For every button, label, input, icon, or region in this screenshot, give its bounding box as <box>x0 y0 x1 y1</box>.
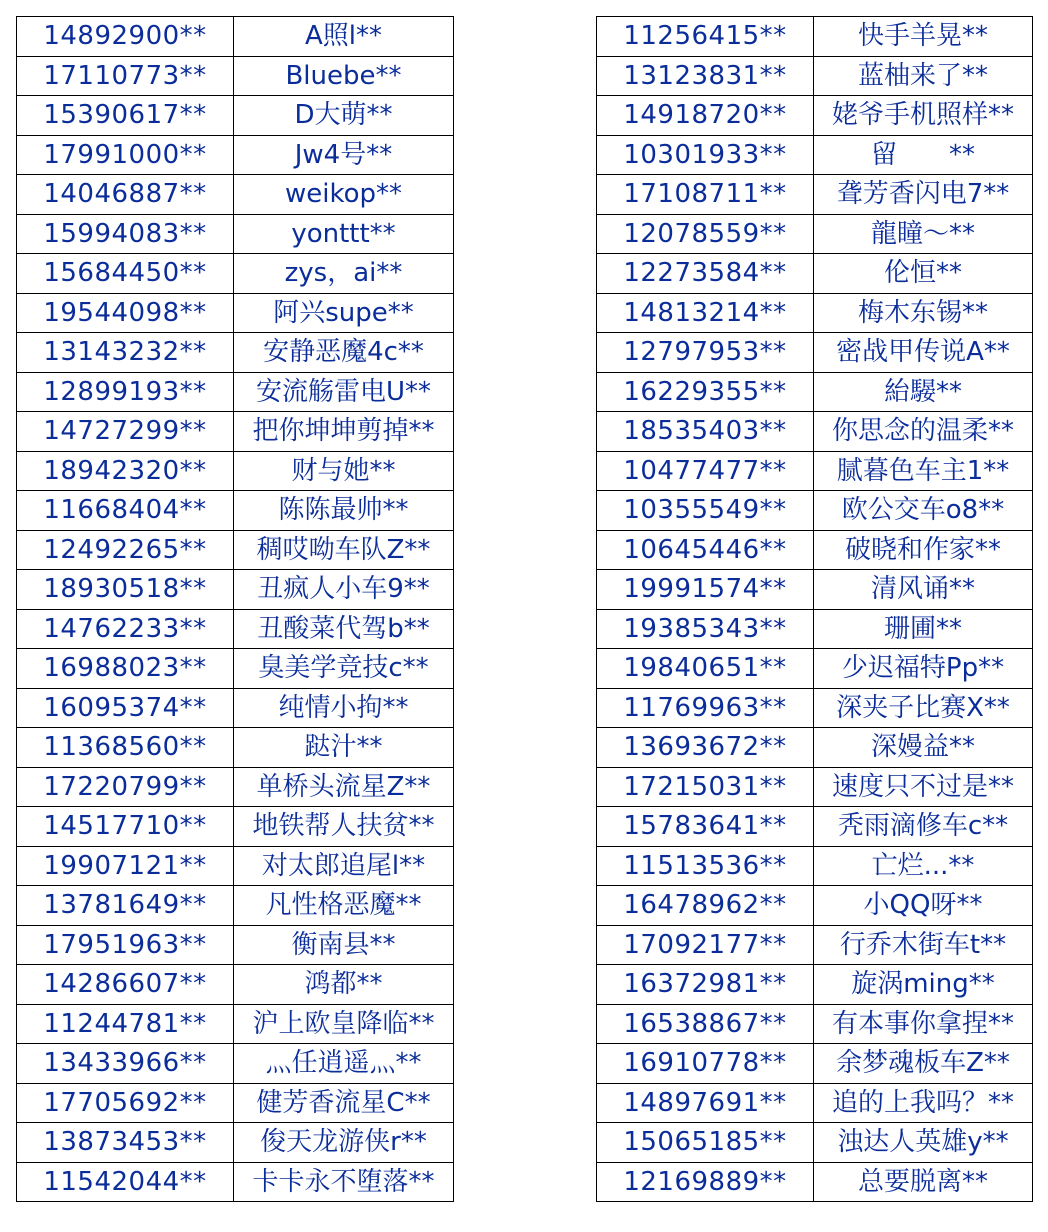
user-name-cell: 深夹子比赛X** <box>814 688 1033 728</box>
user-name-cell: 伦恒** <box>814 254 1033 294</box>
user-name-cell: 财与她** <box>234 451 454 491</box>
user-id-cell: 16372981** <box>597 965 814 1005</box>
user-name-cell: 龍瞳～** <box>814 214 1033 254</box>
user-id-cell: 14918720** <box>597 96 814 136</box>
user-name-cell: A照l** <box>234 17 454 57</box>
user-id-cell: 17220799** <box>17 767 234 807</box>
table-row <box>597 17 1033 57</box>
user-name-cell: 速度只不过是** <box>814 767 1033 807</box>
table-row <box>17 96 454 136</box>
user-name-cell: 跶汁** <box>234 728 454 768</box>
table-row <box>17 767 454 807</box>
user-name-cell: 凡性格恶魔** <box>234 886 454 926</box>
user-id-cell: 10301933** <box>597 135 814 175</box>
user-name-cell: 健芳香流星C** <box>234 1083 454 1123</box>
user-id-cell: 12492265** <box>17 530 234 570</box>
user-name-cell: 清风诵** <box>814 570 1033 610</box>
user-id-cell: 10355549** <box>597 491 814 531</box>
user-name-cell: D大萌** <box>234 96 454 136</box>
user-name-cell: 密战甲传说A** <box>814 333 1033 373</box>
user-name-cell: 臭美学竞技c** <box>234 649 454 689</box>
user-name-cell: 鸿都** <box>234 965 454 1005</box>
user-name-cell: 地铁帮人扶贫** <box>234 807 454 847</box>
user-id-cell: 16095374** <box>17 688 234 728</box>
user-id-cell: 13123831** <box>597 56 814 96</box>
table-row <box>597 925 1033 965</box>
user-id-cell: 11256415** <box>597 17 814 57</box>
table-row <box>597 688 1033 728</box>
user-name-cell: 沪上欧皇降临** <box>234 1004 454 1044</box>
user-name-cell: Jw4号** <box>234 135 454 175</box>
table-row <box>17 451 454 491</box>
table-row <box>597 135 1033 175</box>
table-row <box>597 846 1033 886</box>
table-row <box>17 807 454 847</box>
user-id-cell: 17092177** <box>597 925 814 965</box>
table-row <box>597 96 1033 136</box>
table-row <box>17 1162 454 1202</box>
user-id-cell: 15783641** <box>597 807 814 847</box>
left-table <box>16 16 454 1202</box>
user-name-cell: 丑疯人小车9** <box>234 570 454 610</box>
table-row <box>597 293 1033 333</box>
table-row <box>597 649 1033 689</box>
user-id-cell: 11542044** <box>17 1162 234 1202</box>
user-id-cell: 19840651** <box>597 649 814 689</box>
table-row <box>597 570 1033 610</box>
user-name-cell: 安静恶魔4c** <box>234 333 454 373</box>
table-row <box>17 570 454 610</box>
user-name-cell: 旋涡ming** <box>814 965 1033 1005</box>
user-id-cell: 15994083** <box>17 214 234 254</box>
table-row <box>597 1123 1033 1163</box>
table-row <box>597 1162 1033 1202</box>
right-table-body <box>597 17 1033 1202</box>
user-name-cell: 紿騴** <box>814 372 1033 412</box>
user-name-cell: 丑酸菜代驾b** <box>234 609 454 649</box>
user-id-cell: 10477477** <box>597 451 814 491</box>
user-id-cell: 13873453** <box>17 1123 234 1163</box>
user-id-cell: 11668404** <box>17 491 234 531</box>
table-row <box>597 1044 1033 1084</box>
user-name-cell: 衡南县** <box>234 925 454 965</box>
user-id-cell: 11513536** <box>597 846 814 886</box>
user-name-cell: zys，ai** <box>234 254 454 294</box>
user-name-cell: 你思念的温柔** <box>814 412 1033 452</box>
table-row <box>17 1083 454 1123</box>
user-name-cell: 梅木东锡** <box>814 293 1033 333</box>
user-name-cell: 纯情小拘** <box>234 688 454 728</box>
user-id-cell: 17110773** <box>17 56 234 96</box>
table-row <box>597 530 1033 570</box>
user-id-cell: 14046887** <box>17 175 234 215</box>
table-row <box>17 1123 454 1163</box>
table-row <box>597 333 1033 373</box>
table-row <box>17 333 454 373</box>
user-name-cell: 小QQ呀** <box>814 886 1033 926</box>
user-id-cell: 16910778** <box>597 1044 814 1084</box>
user-name-cell: 亡烂...** <box>814 846 1033 886</box>
user-name-cell: 总要脱离** <box>814 1162 1033 1202</box>
table-row <box>17 135 454 175</box>
user-name-cell: 腻暮色车主1** <box>814 451 1033 491</box>
user-name-cell: 珊圃** <box>814 609 1033 649</box>
user-id-cell: 13693672** <box>597 728 814 768</box>
table-row <box>597 886 1033 926</box>
user-id-cell: 11244781** <box>17 1004 234 1044</box>
user-id-cell: 17215031** <box>597 767 814 807</box>
user-name-cell: 聋芳香闪电7** <box>814 175 1033 215</box>
table-row <box>597 807 1033 847</box>
user-name-cell: 姥爷手机照样** <box>814 96 1033 136</box>
user-name-cell: 稠哎呦车队Z** <box>234 530 454 570</box>
user-id-cell: 15684450** <box>17 254 234 294</box>
left-table-body <box>17 17 454 1202</box>
user-id-cell: 13143232** <box>17 333 234 373</box>
table-row <box>17 254 454 294</box>
user-name-cell: 破晓和作家** <box>814 530 1033 570</box>
user-name-cell: 把你坤坤剪掉** <box>234 412 454 452</box>
user-name-cell: 快手羊晃** <box>814 17 1033 57</box>
user-id-cell: 13781649** <box>17 886 234 926</box>
user-id-cell: 15065185** <box>597 1123 814 1163</box>
user-id-cell: 17108711** <box>597 175 814 215</box>
table-row <box>597 1004 1033 1044</box>
table-row <box>17 609 454 649</box>
user-id-cell: 19907121** <box>17 846 234 886</box>
user-id-cell: 17705692** <box>17 1083 234 1123</box>
table-row <box>17 530 454 570</box>
table-row <box>597 609 1033 649</box>
table-row <box>597 1083 1033 1123</box>
user-id-cell: 18535403** <box>597 412 814 452</box>
user-name-cell: 深嫚益** <box>814 728 1033 768</box>
user-id-cell: 14762233** <box>17 609 234 649</box>
table-row <box>597 372 1033 412</box>
user-id-cell: 16478962** <box>597 886 814 926</box>
table-row <box>597 214 1033 254</box>
user-name-cell: 秃雨滴修车c** <box>814 807 1033 847</box>
user-id-cell: 10645446** <box>597 530 814 570</box>
table-row <box>17 1044 454 1084</box>
user-id-cell: 12078559** <box>597 214 814 254</box>
user-id-cell: 18942320** <box>17 451 234 491</box>
table-row <box>17 491 454 531</box>
user-id-cell: 14813214** <box>597 293 814 333</box>
user-id-cell: 14517710** <box>17 807 234 847</box>
table-row <box>17 965 454 1005</box>
user-name-cell: Bluebe** <box>234 56 454 96</box>
user-name-cell: 卡卡永不堕落** <box>234 1162 454 1202</box>
user-id-cell: 12273584** <box>597 254 814 294</box>
user-id-cell: 17991000** <box>17 135 234 175</box>
user-id-cell: 19544098** <box>17 293 234 333</box>
user-name-cell: 留 ** <box>814 135 1033 175</box>
user-name-cell: 欧公交车o8** <box>814 491 1033 531</box>
user-name-cell: 追的上我吗？** <box>814 1083 1033 1123</box>
table-row <box>597 767 1033 807</box>
user-id-cell: 18930518** <box>17 570 234 610</box>
table-row <box>17 846 454 886</box>
table-row <box>17 214 454 254</box>
user-id-cell: 12899193** <box>17 372 234 412</box>
user-id-cell: 12169889** <box>597 1162 814 1202</box>
user-name-cell: yonttt** <box>234 214 454 254</box>
user-id-cell: 17951963** <box>17 925 234 965</box>
table-row <box>17 175 454 215</box>
table-row <box>17 925 454 965</box>
user-name-cell: 安流觞雷电U** <box>234 372 454 412</box>
user-name-cell: 陈陈最帅** <box>234 491 454 531</box>
user-name-cell: 行乔木街车t** <box>814 925 1033 965</box>
user-id-cell: 15390617** <box>17 96 234 136</box>
table-row <box>17 293 454 333</box>
user-name-cell: 对太郎追尾l** <box>234 846 454 886</box>
table-row <box>17 1004 454 1044</box>
user-id-cell: 11769963** <box>597 688 814 728</box>
user-name-cell: 有本事你拿捏** <box>814 1004 1033 1044</box>
table-row <box>597 491 1033 531</box>
user-name-cell: 单桥头流星Z** <box>234 767 454 807</box>
user-name-cell: 少迟福特Pp** <box>814 649 1033 689</box>
user-id-cell: 19385343** <box>597 609 814 649</box>
user-id-cell: 14897691** <box>597 1083 814 1123</box>
table-row <box>17 17 454 57</box>
user-id-cell: 16538867** <box>597 1004 814 1044</box>
table-row <box>597 56 1033 96</box>
user-name-cell: 阿兴supe** <box>234 293 454 333</box>
user-id-cell: 14286607** <box>17 965 234 1005</box>
user-id-cell: 12797953** <box>597 333 814 373</box>
table-row <box>597 412 1033 452</box>
user-id-cell: 16229355** <box>597 372 814 412</box>
user-name-cell: 灬任逍遥灬** <box>234 1044 454 1084</box>
user-id-cell: 16988023** <box>17 649 234 689</box>
right-table <box>596 16 1033 1202</box>
user-id-cell: 14892900** <box>17 17 234 57</box>
user-id-cell: 14727299** <box>17 412 234 452</box>
user-name-cell: 浊达人英雄y** <box>814 1123 1033 1163</box>
user-name-cell: 余梦魂板车Z** <box>814 1044 1033 1084</box>
table-row <box>597 728 1033 768</box>
table-row <box>17 412 454 452</box>
user-id-cell: 19991574** <box>597 570 814 610</box>
table-row <box>597 175 1033 215</box>
table-row <box>597 965 1033 1005</box>
table-row <box>17 649 454 689</box>
table-row <box>17 728 454 768</box>
user-id-cell: 13433966** <box>17 1044 234 1084</box>
table-row <box>17 56 454 96</box>
user-name-cell: 俊天龙游侠r** <box>234 1123 454 1163</box>
user-name-cell: weikop** <box>234 175 454 215</box>
table-row <box>17 886 454 926</box>
table-row <box>17 688 454 728</box>
table-row <box>597 451 1033 491</box>
user-name-cell: 蓝柚来了** <box>814 56 1033 96</box>
user-id-cell: 11368560** <box>17 728 234 768</box>
table-row <box>17 372 454 412</box>
table-row <box>597 254 1033 294</box>
